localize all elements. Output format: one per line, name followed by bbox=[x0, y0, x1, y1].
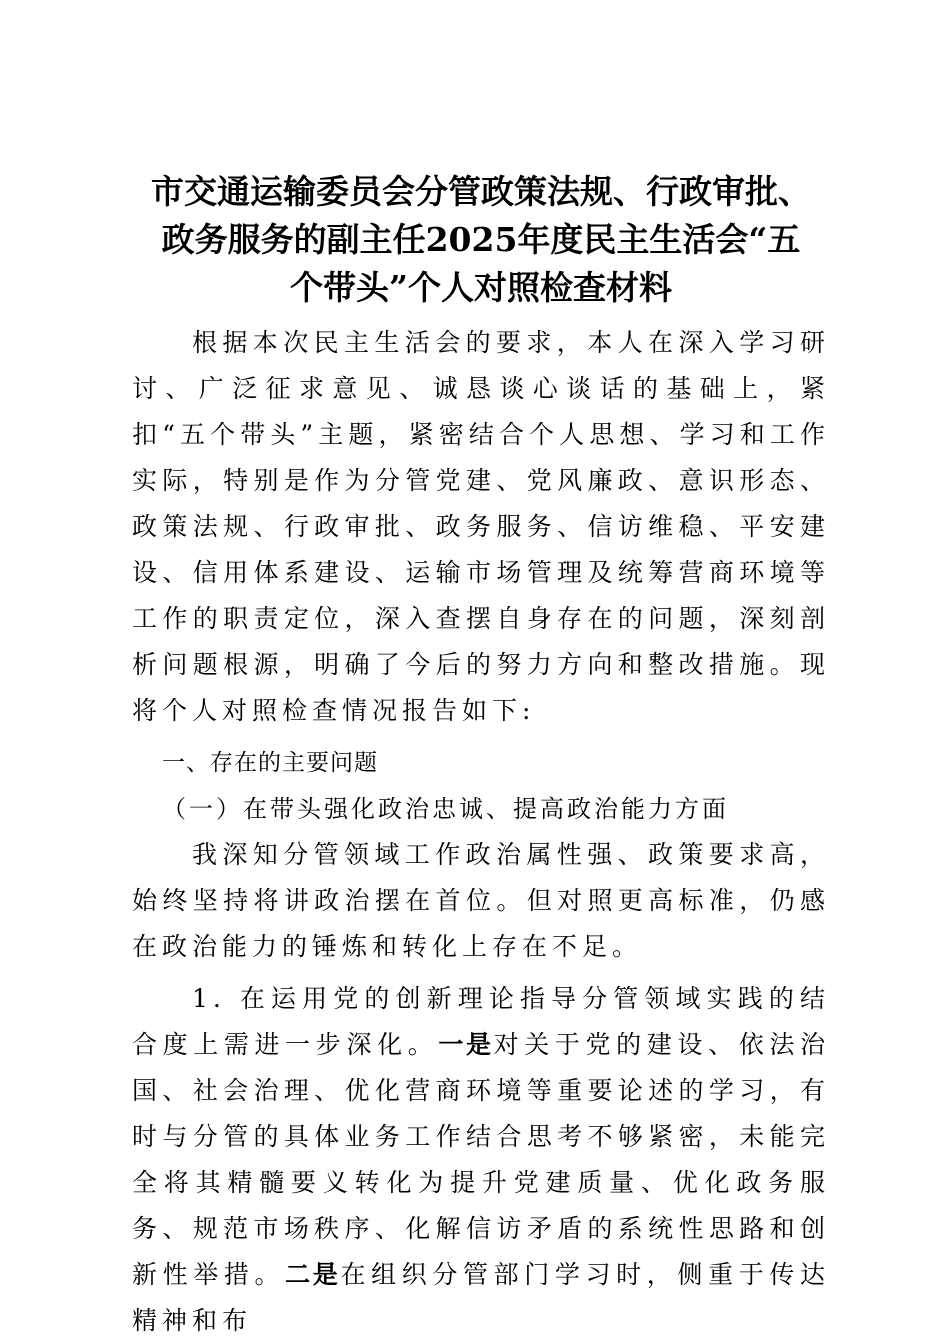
subsection-1-heading: （一）在带头强化政治忠诚、提高政治能力方面 bbox=[162, 795, 729, 823]
document-title bbox=[120, 168, 842, 312]
point-1-text: 对关于党的建设、依法治国、社会治理、优化营商环境等重要论述的学习，有时与分管的具体业务工作结合思考不够紧密，未能完全将其精髓要义转化为提升党建质量、优化政务服务、规范市场秩序、化解信访矛盾的系统性思路和创新性举措。 bbox=[132, 1030, 830, 1289]
subsection-1-paragraph: 我深知分管领域工作政治属性强、政策要求高，始终坚持将讲政治摆在首位。但对照更高标准，仍感在政治能力的锤炼和转化上存在不足。 bbox=[132, 840, 830, 961]
point-2-label: 二是 bbox=[285, 1260, 341, 1289]
item-1-paragraph bbox=[132, 976, 830, 1344]
title-line-1: 市交通运输委员会分管政策法规、行政审批、 bbox=[151, 172, 811, 211]
item-1-lead: 1. 在运用党的创新理论指导分管领域实践的结合度上需进一步深化。 bbox=[132, 984, 830, 1059]
document-page bbox=[132, 168, 830, 1344]
section-1-heading: 一、存在的主要问题 bbox=[162, 750, 378, 776]
title-line-2: 政务服务的副主任2025年度民主生活会“五 bbox=[161, 220, 801, 259]
intro-paragraph: 根据本次民主生活会的要求，本人在深入学习研讨、广泛征求意见、诚恳谈心谈话的基础上，紧扣“五个带头”主题，紧密结合个人思想、学习和工作实际，特别是作为分管党建、党风廉政、意识形态、政策法规、行政审批、政务服务、信访维稳、平安建设、信用体系建设、运输市场管理及统筹营商环境等工作的职责定位，深入查摆自身存在的问题，深刻剖析问题根源，明确了今后的努力方向和整改措施。现将个人对照检查情况报告如下: bbox=[132, 328, 830, 725]
title-line-3: 个带头”个人对照检查材料 bbox=[290, 268, 672, 307]
point-1-label: 一是 bbox=[438, 1030, 494, 1059]
point-2-text: 在组织分管部门学习时，侧重于传达精神和布 bbox=[132, 1260, 830, 1335]
